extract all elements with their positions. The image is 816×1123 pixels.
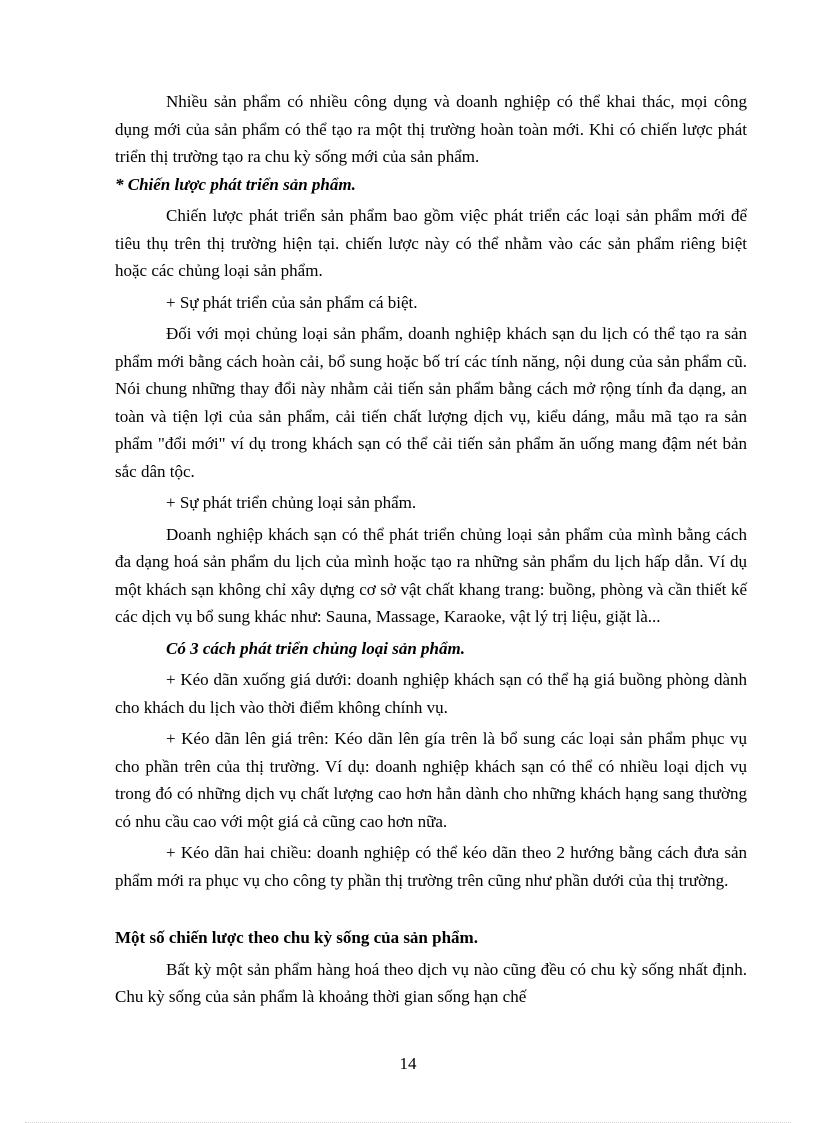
list-item-individual-product: + Sự phát triển của sản phẩm cá biệt. <box>166 292 418 312</box>
list-item-stretch-both: + Kéo dãn hai chiều: doanh nghiệp có thể kéo dãn theo 2 hướng bằng cách đưa sản phẩm mới ra phục vụ cho công ty phần thị trường trên cũng như phần dưới của thị trường. <box>115 843 747 890</box>
list-item-product-line: + Sự phát triển chủng loại sản phẩm. <box>166 493 417 512</box>
paragraph-life-cycle: Bất kỳ một sản phẩm hàng hoá theo dịch vụ nào cũng đều có chu kỳ sống nhất định. Chu kỳ sống của sản phẩm là khoảng thời gian sống hạn chế <box>115 959 747 1006</box>
list-item-stretch-down: + Kéo dãn xuống giá dưới: doanh nghiệp khách sạn có thể hạ giá buồng phòng dành cho khách du lịch vào thời điểm không chính vụ. <box>115 670 747 717</box>
paragraph-product-line: Doanh nghiệp khách sạn có thể phát triển chủng loại sản phẩm của mình bằng cách đa dạng hoá sản phẩm du lịch của mình hoặc tạo ra những sản phẩm du lịch hấp dẫn. Ví dụ một khách sạn không chỉ xây dựng cơ sở vật chất khang trang: buồng, phòng và cần thiết kế các dịch vụ bổ sung khác như: Sauna, Massage, Karaoke, vật lý trị liệu, giặt là... <box>115 524 747 626</box>
section-heading-life-cycle: Một số chiến lược theo chu kỳ sống của sản phẩm. <box>115 928 478 947</box>
paragraph-product-strategy: Chiến lược phát triển sản phẩm bao gồm việc phát triển các loại sản phẩm mới để tiêu thụ trên thị trường hiện tại. chiến lược này có thể nhằm vào các sản phẩm riêng biệt hoặc các chủng loại sản phẩm. <box>115 206 747 280</box>
sub-heading-three-ways: Có 3 cách phát triển chủng loại sản phẩm. <box>166 638 465 658</box>
paragraph-intro: Nhiều sản phẩm có nhiều công dụng và doanh nghiệp có thể khai thác, mọi công dụng mới của sản phẩm có thể tạo ra một thị trường hoàn toàn mới. Khi có chiến lược phát triển thị trường tạo ra chu kỳ sống mới của sản phẩm. <box>115 92 747 166</box>
document-page <box>115 88 747 1011</box>
list-item-stretch-up: + Kéo dãn lên giá trên: Kéo dãn lên gía trên là bổ sung các loại sản phẩm phục vụ cho phần trên của thị trường. Ví dụ: doanh nghiệp khách sạn có thể có nhiều loại dịch vụ trong đó có những dịch vụ chất lượng cao hơn hẳn dành cho những khách hạng sang thường có nhu cầu cao với một giá cả cũng cao hơn nữa. <box>115 729 747 831</box>
paragraph-individual-product: Đối với mọi chủng loại sản phẩm, doanh nghiệp khách sạn du lịch có thể tạo ra sản phẩm mới bằng cách hoàn cải, bổ sung hoặc bố trí các tính năng, nội dung của sản phẩm cũ. Nói chung những thay đổi này nhằm cải tiến sản phẩm bằng cách mở rộng tính đa dạng, an toàn và tiện lợi của sản phẩm, cải tiến chất lượng dịch vụ, kiểu dáng, mẫu mã tạo ra sản phẩm "đổi mới" ví dụ trong khách sạn có thể cải tiến sản phẩm ăn uống mang đậm nét bản sắc dân tộc. <box>115 324 747 481</box>
section-heading-product-development: * Chiến lược phát triển sản phẩm. <box>115 174 356 194</box>
page-number: 14 <box>399 1054 417 1073</box>
